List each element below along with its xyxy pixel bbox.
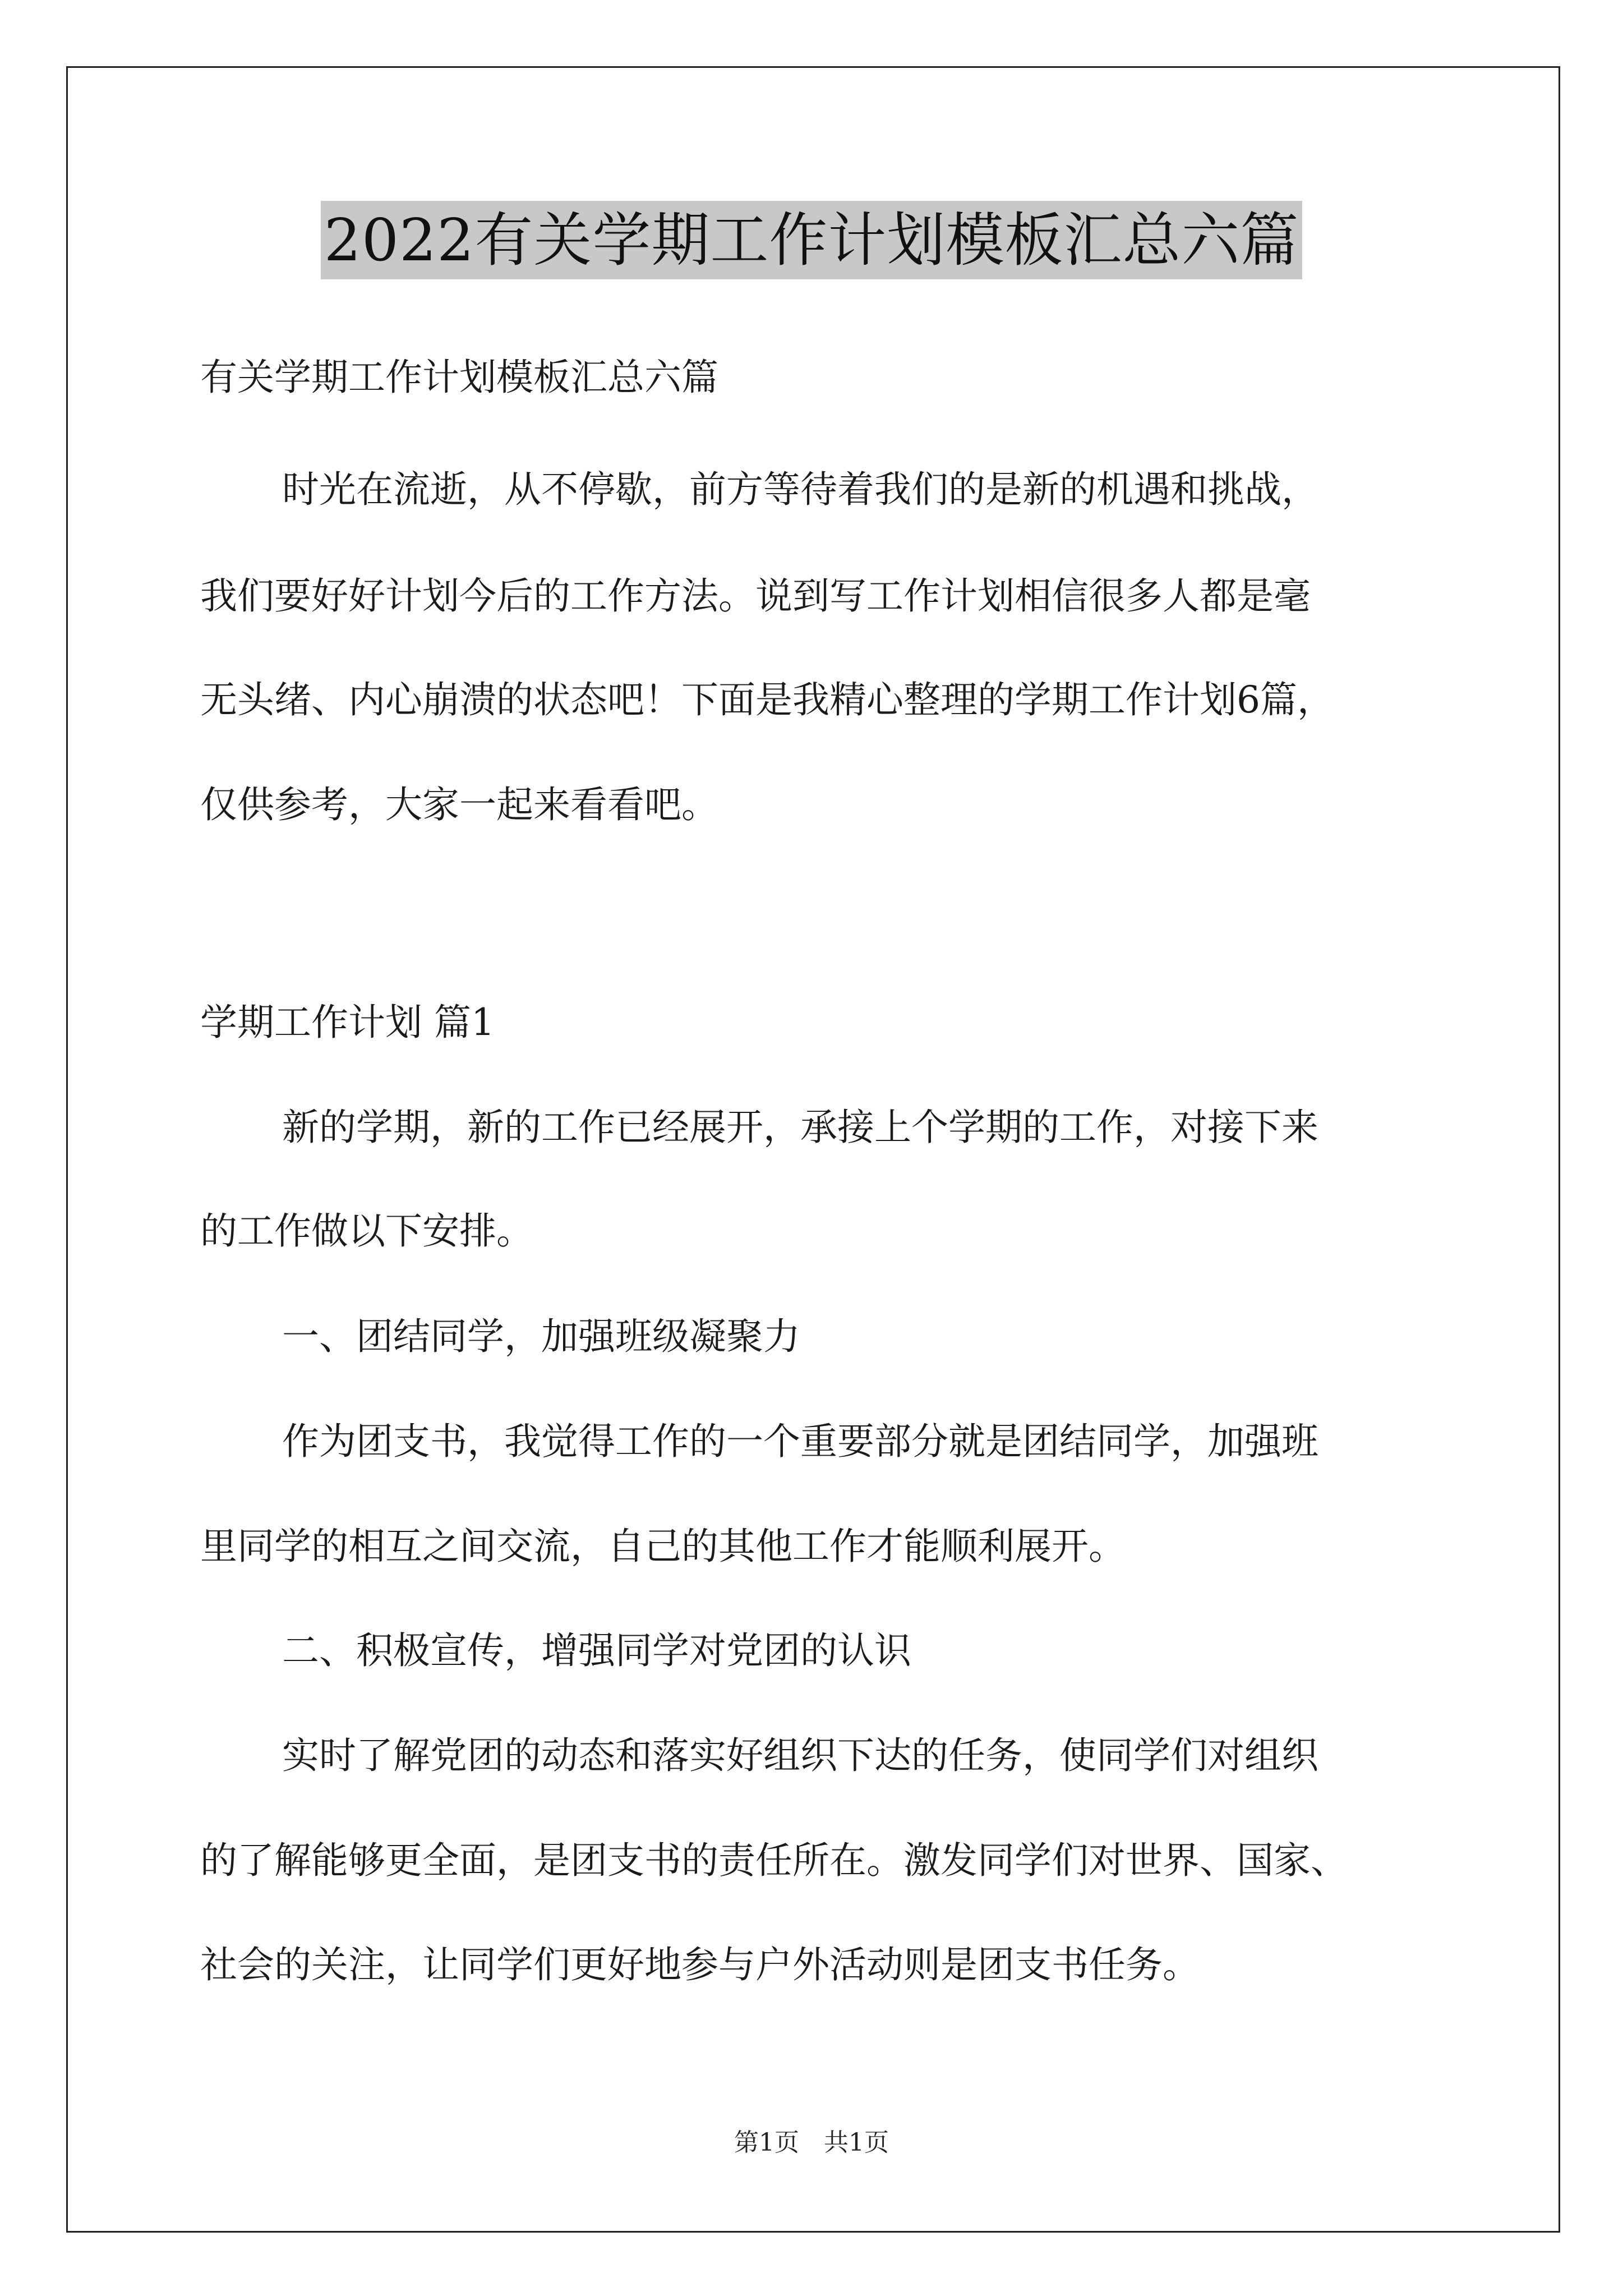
sub-2-paragraph-line-3: 社会的关注，让同学们更好地参与户外活动则是团支书任务。	[200, 1943, 1200, 1986]
subtitle-line: 有关学期工作计划模板汇总六篇	[200, 356, 718, 399]
section-heading-1: 学期工作计划 篇1	[200, 1001, 495, 1044]
intro-paragraph-line-1: 时光在流逝，从不停歇，前方等待着我们的是新的机遇和挑战，	[282, 468, 1318, 511]
title-container	[0, 201, 1623, 279]
sub-1-paragraph-line-2: 里同学的相互之间交流，自己的其他工作才能顺利展开。	[200, 1525, 1126, 1568]
sub-2-paragraph-line-2: 的了解能够更全面，是团支书的责任所在。激发同学们对世界、国家、	[200, 1839, 1348, 1882]
document-title: 2022有关学期工作计划模板汇总六篇	[321, 201, 1303, 279]
sub-2-paragraph-line-1: 实时了解党团的动态和落实好组织下达的任务，使同学们对组织	[282, 1734, 1318, 1777]
section-1-paragraph-line-2: 的工作做以下安排。	[200, 1209, 533, 1253]
subheading-1: 一、团结同学，加强班级凝聚力	[282, 1315, 800, 1358]
intro-paragraph-line-2: 我们要好好计划今后的工作方法。说到写工作计划相信很多人都是毫	[200, 574, 1311, 618]
section-1-paragraph-line-1: 新的学期，新的工作已经展开，承接上个学期的工作，对接下来	[282, 1106, 1318, 1149]
page-footer: 第1页 共1页	[734, 2128, 889, 2157]
intro-paragraph-line-4: 仅供参考，大家一起来看看吧。	[200, 783, 718, 826]
subheading-2: 二、积极宣传，增强同学对党团的认识	[282, 1629, 911, 1672]
intro-paragraph-line-3: 无头绪、内心崩溃的状态吧！下面是我精心整理的学期工作计划6篇，	[200, 678, 1334, 721]
sub-1-paragraph-line-1: 作为团支书，我觉得工作的一个重要部分就是团结同学，加强班	[282, 1420, 1318, 1463]
